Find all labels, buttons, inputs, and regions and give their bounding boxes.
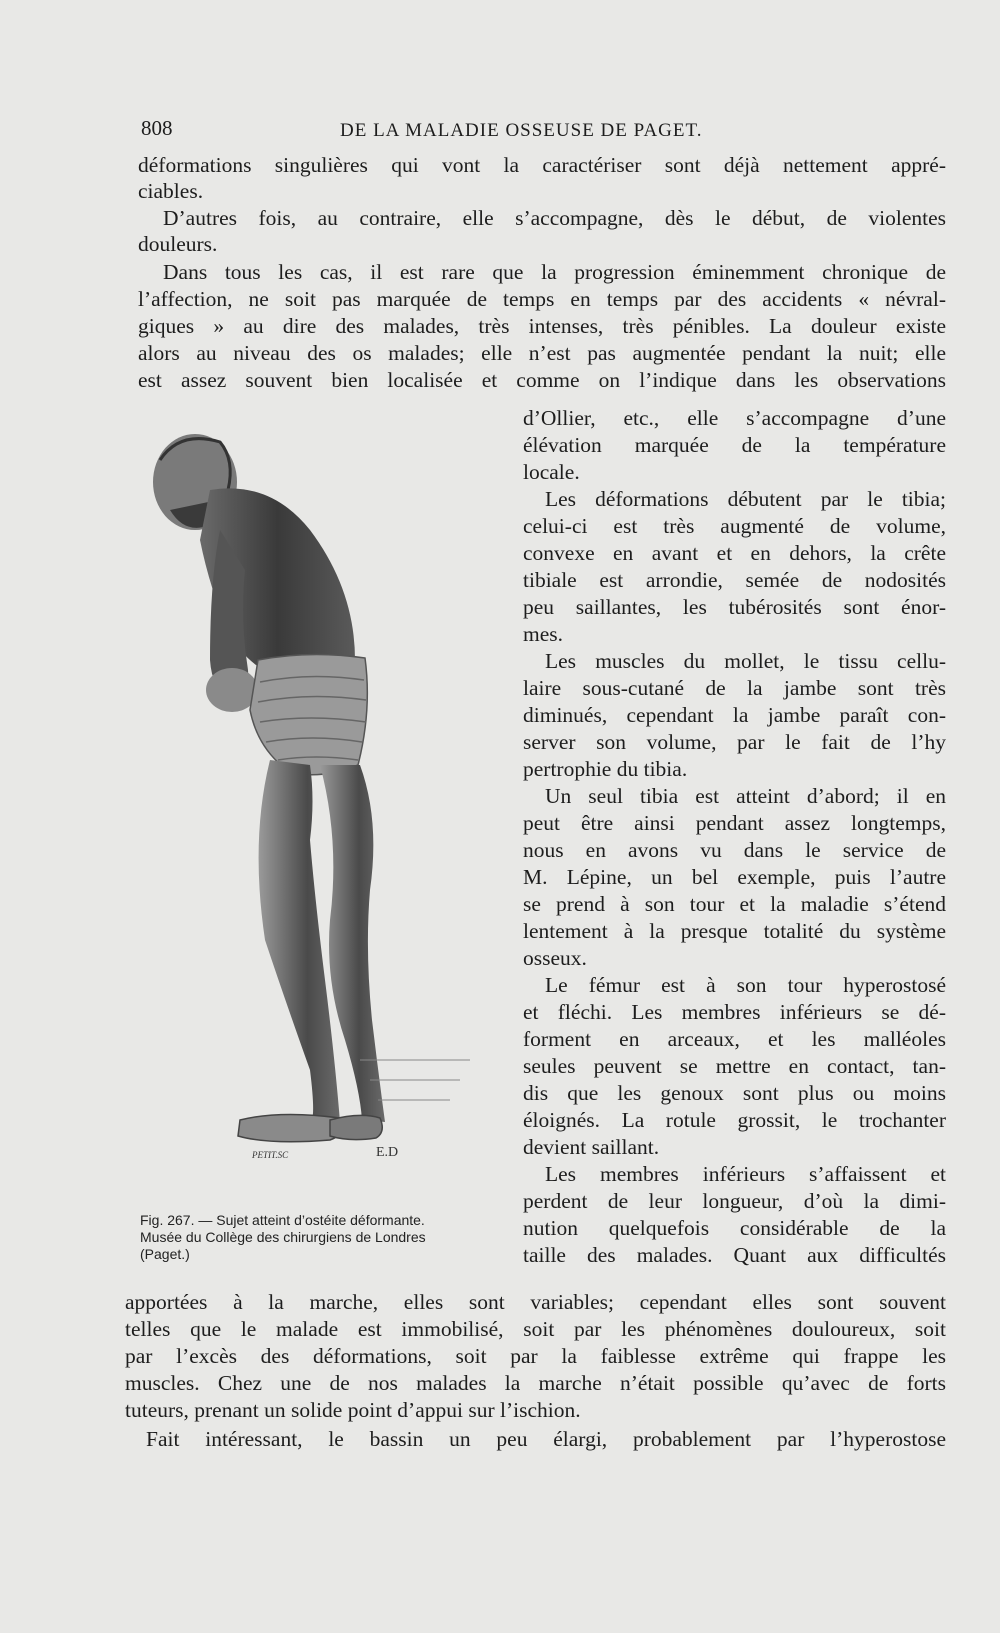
text-line: Un seul tibia est atteint d’abord; il en xyxy=(545,784,946,808)
foot-shape xyxy=(238,1114,341,1141)
artist-monogram: E.D xyxy=(376,1145,399,1160)
text-line: nous en avons vu dans le service de xyxy=(523,838,946,862)
text-line: Les muscles du mollet, le tissu cellu- xyxy=(545,649,946,673)
text-line: Les déformations débutent par le tibia; xyxy=(545,487,946,511)
text-line: ciables. xyxy=(138,179,204,203)
text-line: M. Lépine, un bel exemple, puis l’autre xyxy=(523,865,946,889)
text-line: peu saillantes, les tubérosités sont énor- xyxy=(523,595,946,619)
text-line: locale. xyxy=(523,460,580,484)
text-line: élévation marquée de la température xyxy=(523,433,946,457)
figure-caption-line: (Paget.) xyxy=(140,1246,190,1262)
text-line: Les membres inférieurs s’affaissent et xyxy=(545,1162,946,1186)
text-line: éloignés. La rotule grossit, le trochanter xyxy=(523,1108,946,1132)
text-line: giques » au dire des malades, très intenses, très pénibles. La douleur existe xyxy=(138,314,946,338)
text-line: Dans tous les cas, il est rare que la progression éminemment chronique de xyxy=(163,260,946,284)
text-line: peut être ainsi pendant assez longtemps, xyxy=(523,811,946,835)
figure-caption-line: Fig. 267. — Sujet atteint d’ostéite déformante. xyxy=(140,1212,425,1228)
foot-shape xyxy=(330,1115,382,1139)
text-line: diminués, cependant la jambe paraît con- xyxy=(523,703,946,727)
text-line: et fléchi. Les membres inférieurs se dé- xyxy=(523,1000,946,1024)
text-line: seules peuvent se mettre en contact, tan- xyxy=(523,1054,946,1078)
left-leg-shape xyxy=(259,760,340,1122)
text-line: server son volume, par le fait de l’hy xyxy=(523,730,946,754)
text-line: celui-ci est très augmenté de volume, xyxy=(523,514,946,538)
text-line: osseux. xyxy=(523,946,587,970)
text-line: l’affection, ne soit pas marquée de temps en temps par des accidents « névral- xyxy=(138,287,946,311)
text-line: apportées à la marche, elles sont variables; cependant elles sont souvent xyxy=(125,1290,946,1314)
text-line: se prend à son tour et la maladie s’étend xyxy=(523,892,946,916)
text-line: forment en arceaux, et les malléoles xyxy=(523,1027,946,1051)
running-title: DE LA MALADIE OSSEUSE DE PAGET. xyxy=(340,120,703,141)
text-line: mes. xyxy=(523,622,564,646)
text-line: muscles. Chez une de nos malades la marche n’était possible qu’avec de forts xyxy=(125,1371,946,1395)
text-line: déformations singulières qui vont la caractériser sont déjà nettement appré- xyxy=(138,153,946,177)
text-line: laire sous-cutané de la jambe sont très xyxy=(523,676,946,700)
text-line: par l’excès des déformations, soit par la faiblesse extrême qui frappe les xyxy=(125,1344,946,1368)
text-line: tibiale est arrondie, semée de nodosités xyxy=(523,568,946,592)
page-number: 808 xyxy=(141,116,173,140)
text-line: telles que le malade est immobilisé, soit par les phénomènes douloureux, soit xyxy=(125,1317,946,1341)
text-line: est assez souvent bien localisée et comme on l’indique dans les observations xyxy=(138,368,946,392)
text-line: douleurs. xyxy=(138,232,218,256)
text-line: taille des malades. Quant aux difficultés xyxy=(523,1243,946,1267)
text-line: pertrophie du tibia. xyxy=(523,757,688,781)
text-line: dis que les genoux sont plus ou moins xyxy=(523,1081,946,1105)
text-line: Le fémur est à son tour hyperostosé xyxy=(545,973,946,997)
text-line: Fait intéressant, le bassin un peu élargi, probablement par l’hyperostose xyxy=(146,1427,946,1451)
figure-caption-line: Musée du Collège des chirurgiens de Londres xyxy=(140,1229,426,1245)
text-line: D’autres fois, au contraire, elle s’accompagne, dès le début, de violentes xyxy=(163,206,946,230)
text-line: tuteurs, prenant un solide point d’appui sur l’ischion. xyxy=(125,1398,581,1422)
text-line: convexe en avant et en dehors, la crête xyxy=(523,541,946,565)
text-line: perdent de leur longueur, d’où la dimi- xyxy=(523,1189,946,1213)
text-line: lentement à la presque totalité du système xyxy=(523,919,946,943)
text-line: devient saillant. xyxy=(523,1135,660,1159)
text-line: alors au niveau des os malades; elle n’est pas augmentée pendant la nuit; elle xyxy=(138,341,946,365)
text-line: nution quelquefois considérable de la xyxy=(523,1216,946,1240)
text-line: d’Ollier, etc., elle s’accompagne d’une xyxy=(523,406,946,430)
patient-illustration xyxy=(140,420,510,1190)
engraver-signature: PETIT.SC xyxy=(252,1150,289,1160)
